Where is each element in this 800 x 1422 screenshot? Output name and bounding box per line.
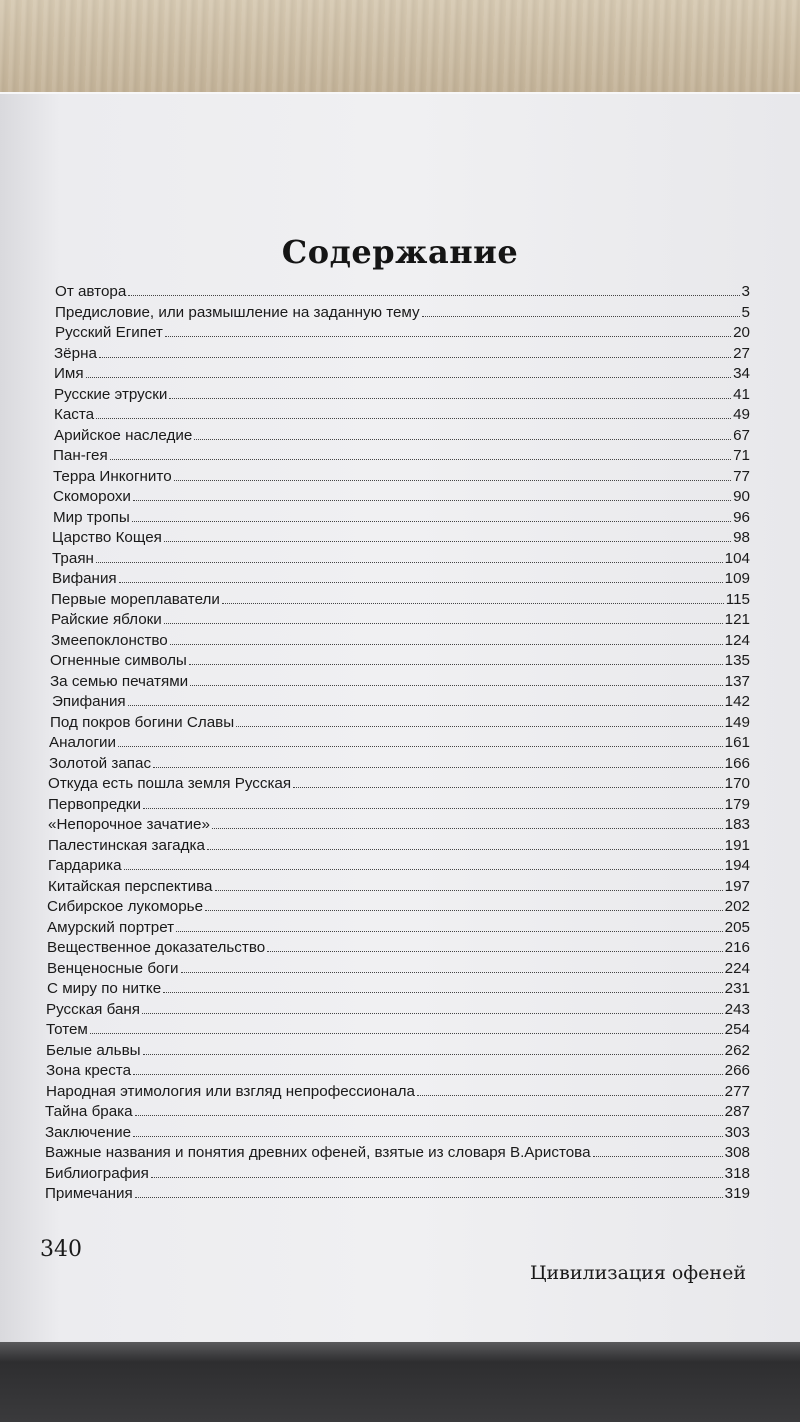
toc-entry <box>45 856 750 877</box>
toc-entry <box>45 549 750 570</box>
toc-entry-page: 137 <box>724 672 750 690</box>
toc-entry-title: Гардарика <box>48 857 122 874</box>
toc-entry <box>45 651 750 672</box>
toc-entry-page: 67 <box>733 426 750 444</box>
toc-entry-page: 135 <box>724 652 750 669</box>
toc-entry <box>45 1000 750 1021</box>
toc-entry-page: 179 <box>724 795 750 813</box>
toc-entry-page: 202 <box>724 898 750 915</box>
toc-entry-title: Откуда есть пошла земля Русская <box>48 775 292 792</box>
toc-entry-title: Примечания <box>45 1185 133 1202</box>
page-title: Содержание <box>281 233 519 272</box>
toc-entry-title: Народная этимология или взгляд непрофессионала <box>46 1082 415 1100</box>
toc-entry <box>45 672 750 693</box>
toc-entry-page: 90 <box>733 488 750 505</box>
toc-entry <box>45 631 750 652</box>
toc-dot-leader <box>174 467 731 481</box>
toc-entry-page: 194 <box>724 857 750 874</box>
toc-entry-page: 161 <box>724 734 750 751</box>
toc-entry <box>45 282 750 303</box>
toc-entry-page: 318 <box>724 1164 750 1182</box>
toc-dot-leader <box>128 282 739 296</box>
toc-entry-title: Имя <box>54 365 84 382</box>
toc-entry-page: 34 <box>733 365 750 382</box>
toc-dot-leader <box>176 918 723 932</box>
toc-dot-leader <box>207 836 723 850</box>
toc-entry <box>45 1061 750 1082</box>
toc-entry <box>45 569 750 590</box>
toc-dot-leader <box>165 323 731 337</box>
toc-entry-title: Палестинская загадка <box>48 836 205 854</box>
toc-entry-page: 77 <box>733 467 750 485</box>
toc-entry <box>45 1102 750 1123</box>
toc-dot-leader <box>593 1143 723 1157</box>
toc-entry-page: 124 <box>724 631 750 649</box>
toc-entry-title: «Непорочное зачатие» <box>48 816 210 833</box>
toc-entry-title: Аналогии <box>49 734 116 751</box>
toc-dot-leader <box>143 795 723 809</box>
toc-entry <box>45 426 750 447</box>
toc-dot-leader <box>135 1184 723 1198</box>
toc-entry <box>45 692 750 713</box>
toc-entry-page: 205 <box>724 918 750 936</box>
toc-dot-leader <box>99 344 731 358</box>
toc-entry <box>45 959 750 980</box>
toc-entry-page: 197 <box>724 877 750 895</box>
toc-dot-leader <box>170 631 723 645</box>
toc-entry-page: 303 <box>724 1123 750 1141</box>
toc-entry-title: Венценосные боги <box>47 959 179 977</box>
toc-entry-page: 170 <box>724 775 750 792</box>
toc-entry-title: Первопредки <box>48 795 141 813</box>
toc-entry <box>45 897 750 918</box>
toc-dot-leader <box>135 1102 723 1116</box>
toc-entry-title: Зона креста <box>46 1062 132 1079</box>
toc-dot-leader <box>124 856 723 870</box>
toc-dot-leader <box>169 385 731 399</box>
toc-dot-leader <box>189 651 723 665</box>
toc-entry <box>45 979 750 1000</box>
toc-entry-title: Предисловие, или размышление на заданную тему <box>55 303 420 321</box>
toc-entry-title: Русская баня <box>46 1000 141 1018</box>
toc-dot-leader <box>153 754 723 768</box>
toc-entry <box>45 1123 750 1144</box>
toc-entry-title: Вифания <box>52 570 117 587</box>
toc-dot-leader <box>205 897 723 911</box>
toc-entry <box>45 303 750 324</box>
toc-dot-leader <box>236 713 723 727</box>
toc-entry-page: 216 <box>724 939 750 956</box>
toc-dot-leader <box>151 1164 723 1178</box>
toc-entry-title: Скоморохи <box>53 488 131 505</box>
toc-entry <box>45 323 750 344</box>
toc-dot-leader <box>128 692 723 706</box>
toc-dot-leader <box>142 1000 723 1014</box>
toc-dot-leader <box>133 1061 723 1075</box>
toc-entry <box>45 1020 750 1041</box>
toc-entry-title: Тайна брака <box>45 1103 133 1120</box>
toc-dot-leader <box>194 426 731 440</box>
running-title: Цивилизация офеней <box>529 1262 746 1284</box>
toc-entry-title: Сибирское лукоморье <box>47 898 204 915</box>
toc-entry <box>45 487 750 508</box>
toc-entry <box>45 774 750 795</box>
toc-entry-page: 96 <box>733 508 750 526</box>
toc-entry-page: 5 <box>741 303 750 321</box>
toc-entry-title: За семью печатями <box>50 672 189 690</box>
toc-entry-title: От автора <box>55 283 127 300</box>
toc-dot-leader <box>96 405 731 419</box>
toc-entry-title: Пан-гея <box>53 447 108 464</box>
toc-entry-title: Огненные символы <box>50 652 187 669</box>
toc-entry <box>45 754 750 775</box>
toc-entry-title: Тотем <box>46 1021 88 1038</box>
toc-entry-page: 71 <box>733 447 750 464</box>
toc-entry-title: Библиография <box>45 1164 149 1182</box>
toc-dot-leader <box>212 815 723 829</box>
toc-entry-page: 149 <box>724 713 750 731</box>
toc-entry-title: Арийское наследие <box>54 426 193 444</box>
toc-entry <box>45 344 750 365</box>
toc-entry-page: 115 <box>725 590 750 608</box>
toc-entry-page: 287 <box>724 1103 750 1120</box>
toc-entry <box>45 1082 750 1103</box>
toc-entry-page: 3 <box>741 283 750 300</box>
toc-entry-page: 98 <box>733 529 750 546</box>
page-bottom-shadow <box>0 1342 800 1422</box>
toc-entry-title: Царство Кощея <box>52 529 162 546</box>
toc-entry <box>45 405 750 426</box>
toc-dot-leader <box>96 549 723 563</box>
toc-entry-page: 191 <box>724 836 750 854</box>
page-number: 340 <box>40 1237 82 1262</box>
toc-entry-page: 183 <box>724 816 750 833</box>
toc-entry-page: 49 <box>733 406 750 423</box>
toc-entry-title: Золотой запас <box>49 754 152 772</box>
toc-entry-page: 27 <box>733 344 750 362</box>
toc-entry <box>45 1041 750 1062</box>
toc-entry-page: 231 <box>724 980 750 997</box>
toc-entry-page: 20 <box>733 324 750 341</box>
toc-entry-title: Амурский портрет <box>47 918 175 936</box>
toc-entry <box>45 467 750 488</box>
toc-entry <box>45 877 750 898</box>
toc-entry-title: Змеепоклонство <box>51 631 168 649</box>
toc-entry-page: 308 <box>724 1144 750 1161</box>
toc-dot-leader <box>119 569 723 583</box>
toc-entry <box>45 1143 750 1164</box>
toc-dot-leader <box>190 672 723 686</box>
toc-dot-leader <box>133 487 731 501</box>
toc-entry-title: Зёрна <box>54 344 97 362</box>
toc-entry <box>45 938 750 959</box>
toc-entry <box>45 795 750 816</box>
toc-dot-leader <box>90 1020 723 1034</box>
toc-entry <box>45 446 750 467</box>
toc-entry-title: Терра Инкогнито <box>53 467 172 485</box>
toc-entry-page: 166 <box>724 754 750 772</box>
toc-entry <box>45 385 750 406</box>
toc-dot-leader <box>118 733 723 747</box>
toc-entry-page: 109 <box>724 570 750 587</box>
toc-entry-page: 254 <box>724 1021 750 1038</box>
toc-entry <box>45 364 750 385</box>
toc-entry <box>45 836 750 857</box>
toc-entry-title: Заключение <box>45 1123 132 1141</box>
toc-entry <box>45 713 750 734</box>
toc-entry-page: 121 <box>724 611 750 628</box>
toc-entry-title: Русские этруски <box>54 385 168 403</box>
toc-entry-page: 142 <box>724 693 750 710</box>
toc-entry-title: Белые альвы <box>46 1041 141 1059</box>
toc-entry-page: 319 <box>724 1185 750 1202</box>
toc-entry-title: Китайская перспектива <box>48 877 213 895</box>
toc-entry-page: 224 <box>724 959 750 977</box>
table-of-contents <box>45 282 750 1205</box>
toc-dot-leader <box>86 364 732 378</box>
toc-entry-title: Под покров богини Славы <box>50 713 235 731</box>
toc-dot-leader <box>181 959 723 973</box>
toc-entry <box>45 1164 750 1185</box>
toc-entry-title: Райские яблоки <box>51 611 162 628</box>
toc-dot-leader <box>215 877 723 891</box>
toc-entry-page: 104 <box>724 549 750 567</box>
toc-entry <box>45 733 750 754</box>
toc-dot-leader <box>293 774 723 788</box>
toc-dot-leader <box>133 1123 723 1137</box>
toc-entry-page: 243 <box>724 1000 750 1018</box>
toc-dot-leader <box>143 1041 723 1055</box>
toc-dot-leader <box>132 508 731 522</box>
toc-entry-title: Эпифания <box>52 693 126 710</box>
toc-entry <box>45 508 750 529</box>
toc-entry-title: Каста <box>54 406 95 423</box>
toc-entry-page: 262 <box>724 1041 750 1059</box>
toc-dot-leader <box>164 610 723 624</box>
toc-entry-page: 41 <box>733 385 750 403</box>
toc-entry-title: Важные названия и понятия древних офеней, взятые из словаря В.Аристова <box>45 1144 591 1161</box>
toc-dot-leader <box>417 1082 723 1096</box>
toc-entry-title: Вещественное доказательство <box>47 939 266 956</box>
toc-dot-leader <box>422 303 740 317</box>
toc-entry-title: Траян <box>52 549 94 567</box>
wooden-table-background <box>0 0 800 100</box>
toc-entry-title: С миру по нитке <box>47 980 162 997</box>
toc-entry <box>45 815 750 836</box>
toc-dot-leader <box>110 446 731 460</box>
toc-entry <box>45 918 750 939</box>
toc-entry <box>45 590 750 611</box>
toc-dot-leader <box>267 938 722 952</box>
toc-entry-page: 266 <box>724 1062 750 1079</box>
toc-dot-leader <box>222 590 724 604</box>
toc-dot-leader <box>163 979 722 993</box>
toc-entry-page: 277 <box>724 1082 750 1100</box>
toc-entry-title: Первые мореплаватели <box>51 590 220 608</box>
toc-entry <box>45 1184 750 1205</box>
toc-entry <box>45 528 750 549</box>
toc-entry-title: Русский Египет <box>55 324 163 341</box>
toc-dot-leader <box>164 528 731 542</box>
toc-entry <box>45 610 750 631</box>
toc-entry-title: Мир тропы <box>53 508 130 526</box>
